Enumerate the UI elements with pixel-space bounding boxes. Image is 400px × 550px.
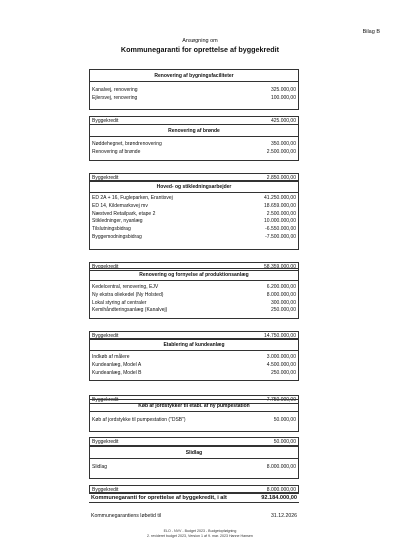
- line-item-label: Tilslutningsbidrag: [92, 226, 131, 233]
- appendix-label: Bilag B: [362, 29, 380, 35]
- line-item: [92, 95, 296, 103]
- line-item-value: 41.250.000,00: [264, 195, 296, 201]
- line-item: [92, 211, 296, 219]
- line-item: [92, 292, 296, 300]
- section-body: [89, 351, 299, 381]
- line-item-value: 8.000.000,00: [266, 464, 296, 470]
- line-item-value: 250.000,00: [270, 307, 296, 314]
- sum-value: 58.359.000,00: [264, 264, 296, 270]
- total-value: 92.184.000,00: [261, 494, 297, 501]
- section-title: Etablering af kundeanlæg: [89, 338, 299, 351]
- line-item-value: 300.000,00: [270, 299, 296, 306]
- sum-label: Byggekredit: [92, 118, 119, 124]
- term-value: 31.12.2026: [271, 513, 297, 519]
- sum-label: Byggekredit: [92, 175, 119, 181]
- section-title: Renovering og fornyelse af produktionsanlæg: [89, 268, 299, 281]
- footer-line-2: 2. revideret budget 2023, Version 1 af 9. mar. 2023 Hanne Hansen: [147, 533, 253, 538]
- line-item-label: Køb af jordstykke til pumpestation ("DSB"): [92, 417, 186, 423]
- section-customer-installations: [89, 338, 299, 404]
- line-item: [92, 141, 296, 149]
- sum-value: 7.750.000,00: [266, 397, 296, 403]
- line-item: [92, 195, 296, 203]
- page-footer: [0, 529, 400, 538]
- section-wells: [89, 124, 299, 182]
- section-body: [89, 281, 299, 319]
- sum-label: Byggekredit: [92, 333, 119, 339]
- sum-label: Byggekredit: [92, 439, 119, 445]
- line-item: [92, 417, 296, 425]
- line-item: [92, 307, 296, 315]
- line-item: [92, 149, 296, 157]
- line-item-value: 325.000,00: [270, 87, 296, 93]
- line-item-value: 350.000,00: [270, 141, 296, 147]
- line-item: [92, 362, 296, 370]
- line-item-label: ED 14, Kildemarksvej mv: [92, 202, 148, 209]
- section-building-facilities: [89, 69, 299, 125]
- line-item: [92, 234, 296, 242]
- section-title: Renovering af bygningsfaciliteter: [89, 69, 299, 82]
- section-body: [89, 193, 299, 250]
- line-item-label: ED 2A + 16, Fugleparken, Erantisvej: [92, 195, 173, 201]
- line-item: [92, 370, 296, 378]
- sum-value: 425.000,00: [270, 118, 296, 124]
- grand-total: [89, 492, 299, 503]
- line-item-label: Kedelcentral, renovering, EJV: [92, 284, 159, 290]
- section-body: [89, 459, 299, 479]
- line-item: [92, 284, 296, 292]
- line-item-label: Kundeanlæg, Model B: [92, 369, 142, 376]
- line-item-label: Nøddehegnet, brøndrenovering: [92, 141, 162, 147]
- line-item: [92, 218, 296, 226]
- section-title: Køb af jordstykker til etabl. af ny pumpestation: [89, 399, 299, 412]
- total-label: Kommunegaranti for oprettelse af byggekredit, i alt: [91, 494, 227, 501]
- sum-value: 14.750.000,00: [264, 333, 296, 339]
- sum-value: 2.850.000,00: [266, 175, 296, 181]
- sum-label: Byggekredit: [92, 487, 119, 493]
- term-label: Kommunegarantiens løbetid til: [91, 513, 162, 519]
- section-wear-layer: [89, 446, 299, 494]
- line-item-label: Næstved Retailpark, etape 2: [92, 210, 156, 217]
- line-item: [92, 203, 296, 211]
- line-item-label: Slidlag: [92, 464, 108, 470]
- line-item-value: 8.000.000,00: [266, 291, 296, 298]
- line-item-value: 250.000,00: [270, 369, 296, 376]
- footer-line-1: ELO - NVV - Budget 2023 - Budgetopfølgning: [163, 529, 237, 533]
- section-title: Renovering af brønde: [89, 124, 299, 137]
- line-item-label: Stikledninger, nyanlæg: [92, 218, 143, 225]
- section-production-plants: [89, 268, 299, 340]
- line-item-label: Ejlersvej, renovering: [92, 94, 138, 101]
- section-land-purchase: [89, 399, 299, 446]
- line-item-value: 18.659.000,00: [264, 202, 296, 209]
- line-item-label: Byggemodningsbidrag: [92, 233, 142, 240]
- sum-value: 8.000.000,00: [266, 487, 296, 493]
- line-item: [92, 464, 296, 472]
- line-item: [92, 87, 296, 95]
- line-item-label: Kundeanlæg, Model A: [92, 361, 142, 368]
- heading-small: Ansøgning om: [182, 38, 218, 44]
- section-main-pipes: [89, 180, 299, 271]
- line-item-label: Lokal styring af centraler: [92, 299, 147, 306]
- line-item-label: Indkøb af målere: [92, 354, 130, 360]
- line-item-label: Renovering af brønde: [92, 148, 141, 155]
- sum-value: 50.000,00: [273, 439, 296, 445]
- sum-label: Byggekredit: [92, 397, 119, 403]
- line-item-label: Ny ekstra oliekedel (Ny Holsted): [92, 291, 164, 298]
- line-item-value: 4.500.000,00: [266, 361, 296, 368]
- line-item-value: 6.200.000,00: [266, 284, 296, 290]
- line-item-label: Kemihåndteringsanlæg (Kanalvej): [92, 307, 168, 314]
- line-item-value: 2.500.000,00: [266, 148, 296, 155]
- line-item-value: 100.000,00: [270, 94, 296, 101]
- line-item-value: 10.000.000,00: [264, 218, 296, 225]
- section-sum: [89, 437, 299, 446]
- section-body: [89, 82, 299, 110]
- line-item: [92, 354, 296, 362]
- line-item-label: Kanalvej, renovering: [92, 87, 138, 93]
- section-body: [89, 412, 299, 432]
- line-item-value: 3.000.000,00: [266, 354, 296, 360]
- line-item-value: 2.500.000,00: [266, 210, 296, 217]
- line-item-value: 50.000,00: [273, 417, 296, 423]
- line-item-value: -6.550.000,00: [265, 226, 296, 233]
- sum-label: Byggekredit: [92, 264, 119, 270]
- line-item: [92, 226, 296, 234]
- section-body: [89, 137, 299, 161]
- line-item-value: -7.500.000,00: [265, 233, 296, 240]
- guarantee-term: [89, 513, 299, 519]
- section-title: Slidlag: [89, 446, 299, 459]
- section-title: Hoved- og stikledningsarbejder: [89, 180, 299, 193]
- page-title: Kommunegaranti for oprettelse af byggekredit: [120, 45, 280, 54]
